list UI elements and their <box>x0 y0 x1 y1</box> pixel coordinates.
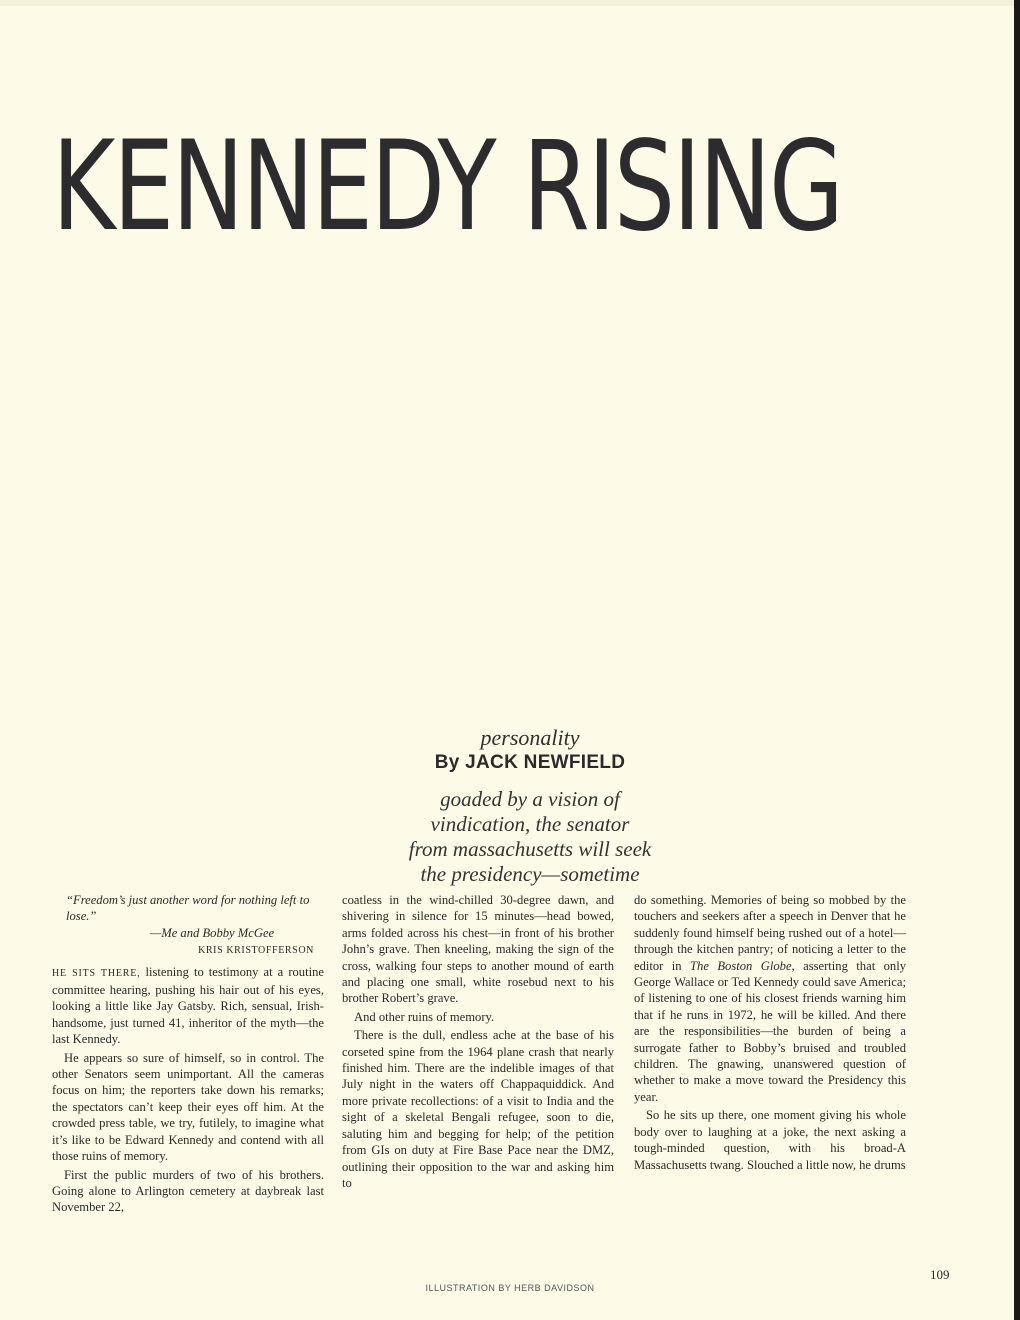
paragraph: coatless in the wind-chilled 30-degree dawn, and shivering in silence for 15 minutes—head bowed, arms folded across his chest—in front of his brother John’s grave. Then kneeling, making the sign of the cross, walking four steps to another mound of earth and placing one small, white rosebud next to his brother Robert’s grave. <box>342 893 614 1006</box>
paragraph: He appears so sure of himself, so in control. The other Senators seem unimportant. All the cameras focus on him; the reporters take down his remarks; the spectators can’t keep their eyes off him. At the crowded press table, we try, futilely, to imagine what it’s like to be Edward Kennedy and contend with all those ruins of memory. <box>52 1050 324 1164</box>
page-right-edge <box>1014 0 1020 1320</box>
paragraph: First the public murders of two of his brothers. Going alone to Arlington cemetery at daybreak last November 22, <box>52 1167 324 1215</box>
deck-line: from massachusetts will seek <box>408 837 652 861</box>
byline: By JACK NEWFIELD <box>434 752 626 773</box>
epigraph-source: —Me and Bobby McGee <box>150 925 275 940</box>
lead-in: HE SITS THERE, <box>52 967 141 979</box>
page-top-edge <box>0 0 1020 6</box>
paragraph-text: , asserting that only George Wallace or Ted Kennedy could save America; of listening to one of his closest friends warning him that if he runs in 1972, he will be killed. And there are the responsibilities—the burden of being a surrogate father to Bobby’s bruised and troubled children. The gnawing, unanswered question of whether to make a move toward the Presidency this year. <box>634 958 907 1104</box>
section-kicker: personality <box>480 725 580 750</box>
paragraph-text: listening to testimony at a routine committee hearing, pushing his hair out of his eyes, looking a little like Jay Gatsby. Rich, sensual, Irish-handsome, just turned 41, inheritor of the myth—the last Kennedy. <box>52 964 324 1047</box>
deck <box>330 787 730 887</box>
deck-line: goaded by a vision of <box>440 787 620 811</box>
column-2 <box>342 892 614 1191</box>
column-1 <box>52 892 324 1216</box>
publication-title: The Boston Globe <box>690 958 792 973</box>
column-3 <box>634 892 906 1173</box>
deck-line: vindication, the senator <box>430 812 630 836</box>
paragraph-text: do something. Memories of being so mobbed by the touchers and seekers after a speech in Denver that he suddenly found himself being rushed out of a hotel—through the kitchen pantry; of noticing a letter to the editor in <box>634 893 906 973</box>
paragraph: So he sits up there, one moment giving his whole body over to laughing at a joke, the next asking a tough-minded question, with his broad-A Massachusetts twang. Slouched a little now, he drums <box>634 1108 906 1172</box>
deck-line: the presidency—sometime <box>420 862 640 886</box>
epigraph <box>52 892 324 941</box>
epigraph-author: KRIS KRISTOFFERSON <box>198 945 314 957</box>
paragraph <box>634 892 906 1105</box>
page-number: 109 <box>930 1267 950 1282</box>
paragraph: And other ruins of memory. <box>354 1009 495 1024</box>
paragraph <box>52 964 324 1048</box>
headline: KENNEDY RISING <box>52 115 842 259</box>
illustration-credit: ILLUSTRATION BY HERB DAVIDSON <box>425 1283 595 1293</box>
epigraph-quote: “Freedom’s just another word for nothing left to lose.” <box>66 893 310 924</box>
paragraph: There is the dull, endless ache at the base of his corseted spine from the 1964 plane crash that nearly finished him. There are the indelible images of that July night in the waters off Chappaquiddick. And more private recollections: of a visit to India and the sight of a skeletal Bengali refugee, soon to die, saluting him and begging for help; of the petition from GIs on duty at Fire Base Pace near the DMZ, outlining their opposition to the war and asking him to <box>342 1028 614 1190</box>
